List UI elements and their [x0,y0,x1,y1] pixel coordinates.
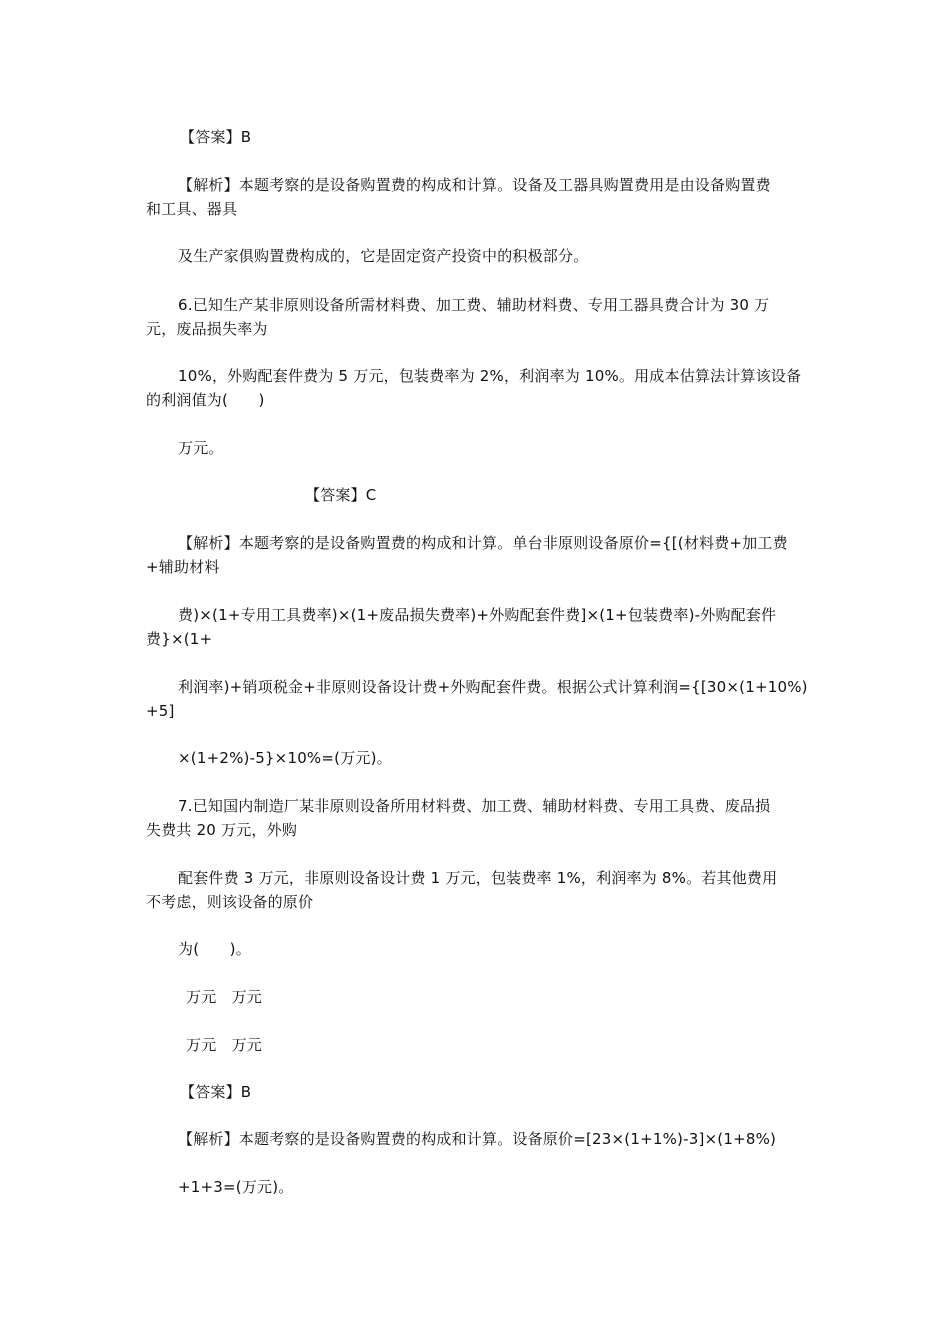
question-6-line-4: 的利润值为( ) [146,391,265,409]
analysis-q6-line-7: ×(1+2%)-5}×10%=(万元)。 [178,749,392,767]
question-6-line-2: 元，废品损失率为 [146,320,268,338]
answer-label-q5: 【答案】B [180,128,252,146]
question-7-line-3: 配套件费 3 万元，非原则设备设计费 1 万元，包装费率 1%，利润率为 8%。若其他费用 [178,869,778,887]
question-7-line-2: 失费共 20 万元，外购 [146,821,298,839]
analysis-q6-line-6: +5] [146,702,175,720]
question-7-line-5: 为( )。 [178,940,251,958]
answer-label-q7: 【答案】B [180,1083,252,1101]
analysis-q6-line-3: 费)×(1+专用工具费率)×(1+废品损失费率)+外购配套件费]×(1+包装费率)-外购配套件 [178,606,777,624]
analysis-q6-line-4: 费}×(1+ [146,630,213,648]
question-7-line-1: 7.已知国内制造厂某非原则设备所用材料费、加工费、辅助材料费、专用工具费、废品损 [178,797,771,815]
analysis-q5-line-3: 及生产家俱购置费构成的，它是固定资产投资中的积极部分。 [178,247,589,265]
question-7-options-row-2: 万元 万元 [186,1036,263,1054]
analysis-q7-line-1: 【解析】本题考察的是设备购置费的构成和计算。设备原价=[23×(1+1%)-3]×(1+8%) [178,1130,777,1148]
analysis-q6-line-2: +辅助材料 [146,558,220,576]
question-6-line-3: 10%，外购配套件费为 5 万元，包装费率为 2%，利润率为 10%。用成本估算法计算该设备 [178,367,802,385]
question-7-line-4: 不考虑，则该设备的原价 [146,893,314,911]
answer-label-q6: 【答案】C [305,486,377,504]
analysis-q5-line-1: 【解析】本题考察的是设备购置费的构成和计算。设备及工器具购置费用是由设备购置费 [178,176,771,194]
question-6-line-5: 万元。 [178,439,224,457]
analysis-q6-line-5: 利润率)+销项税金+非原则设备设计费+外购配套件费。根据公式计算利润={[30×(1+10%) [178,678,808,696]
analysis-q7-line-2: +1+3=(万元)。 [178,1178,294,1196]
question-7-options-row-1: 万元 万元 [186,988,263,1006]
question-6-line-1: 6.已知生产某非原则设备所需材料费、加工费、辅助材料费、专用工器具费合计为 30 万 [178,296,770,314]
analysis-q5-line-2: 和工具、器具 [146,200,238,218]
analysis-q6-line-1: 【解析】本题考察的是设备购置费的构成和计算。单台非原则设备原价={[(材料费+加工费 [178,534,788,552]
